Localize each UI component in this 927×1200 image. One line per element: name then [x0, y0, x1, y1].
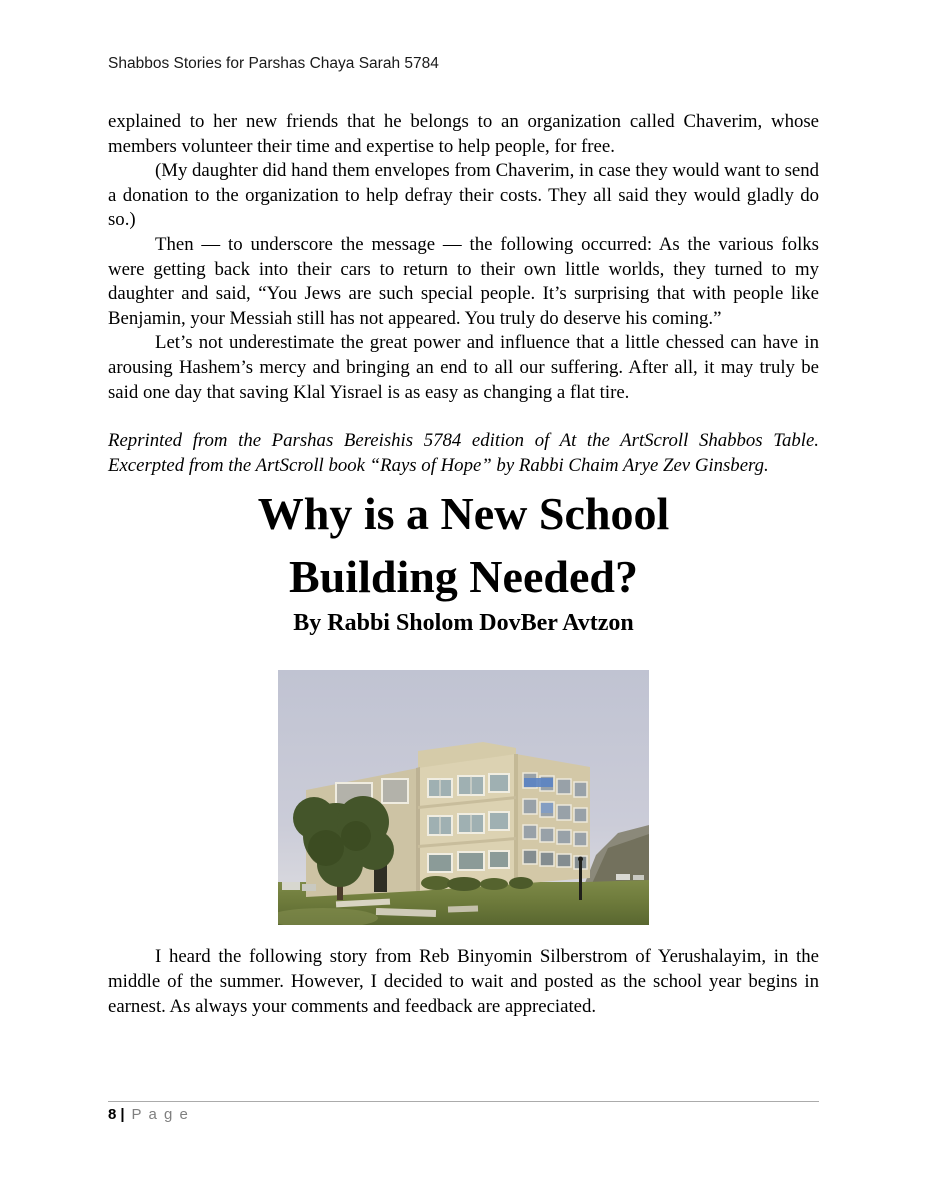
paragraph: (My daughter did hand them envelopes from Chaverim, in case they would want to send a donation to the organization to help defray their costs. They all said they would gladly do so.)	[108, 160, 819, 231]
paragraph: I heard the following story from Reb Binyomin Silberstrom of Yerushalayim, in the middle of the summer. However, I decided to wait and posted as the school year begins in earnest. As always your comments and feedback are appreciated.	[108, 946, 819, 1017]
footer-page-label: P a g e	[131, 1106, 190, 1123]
running-header-text: Shabbos Stories for Parshas Chaya Sarah 5784	[108, 55, 439, 72]
page-footer	[108, 1101, 819, 1123]
reprint-attribution: Reprinted from the Parshas Bereishis 5784 edition of At the ArtScroll Shabbos Table. Excerpted from the ArtScroll book “Rays of Hope” by Rabbi Chaim Arye Zev Ginsberg.	[108, 430, 819, 476]
school-building-illustration	[278, 670, 649, 925]
paragraph: Let’s not underestimate the great power and influence that a little chessed can have in arousing Hashem’s mercy and bringing an end to all our suffering. After all, it may truly be said one day that saving Klal Yisrael is as easy as changing a flat tire.	[108, 332, 819, 403]
school-building-photo	[278, 670, 649, 925]
story-title-line-1: Why is a New School	[257, 488, 670, 540]
story-byline: By Rabbi Sholom DovBer Avtzon	[293, 610, 634, 637]
running-header	[108, 55, 819, 73]
story-title	[108, 482, 819, 608]
page-number: 8	[108, 1106, 117, 1123]
paragraph-continuation: explained to her new friends that he belongs to an organization called Chaverim, whose members volunteer their time and expertise to help people, for free.	[108, 111, 819, 157]
story-title-line-2: Building Needed?	[289, 551, 638, 603]
document-body	[108, 110, 819, 1019]
footer-separator: |	[120, 1106, 125, 1123]
paragraph: Then — to underscore the message — the following occurred: As the various folks were getting back into their cars to return to their own little worlds, they turned to my daughter and said, “You Jews are such special people. It’s surprising that with people like Benjamin, your Messiah still has not appeared. You truly do deserve his coming.”	[108, 233, 819, 329]
